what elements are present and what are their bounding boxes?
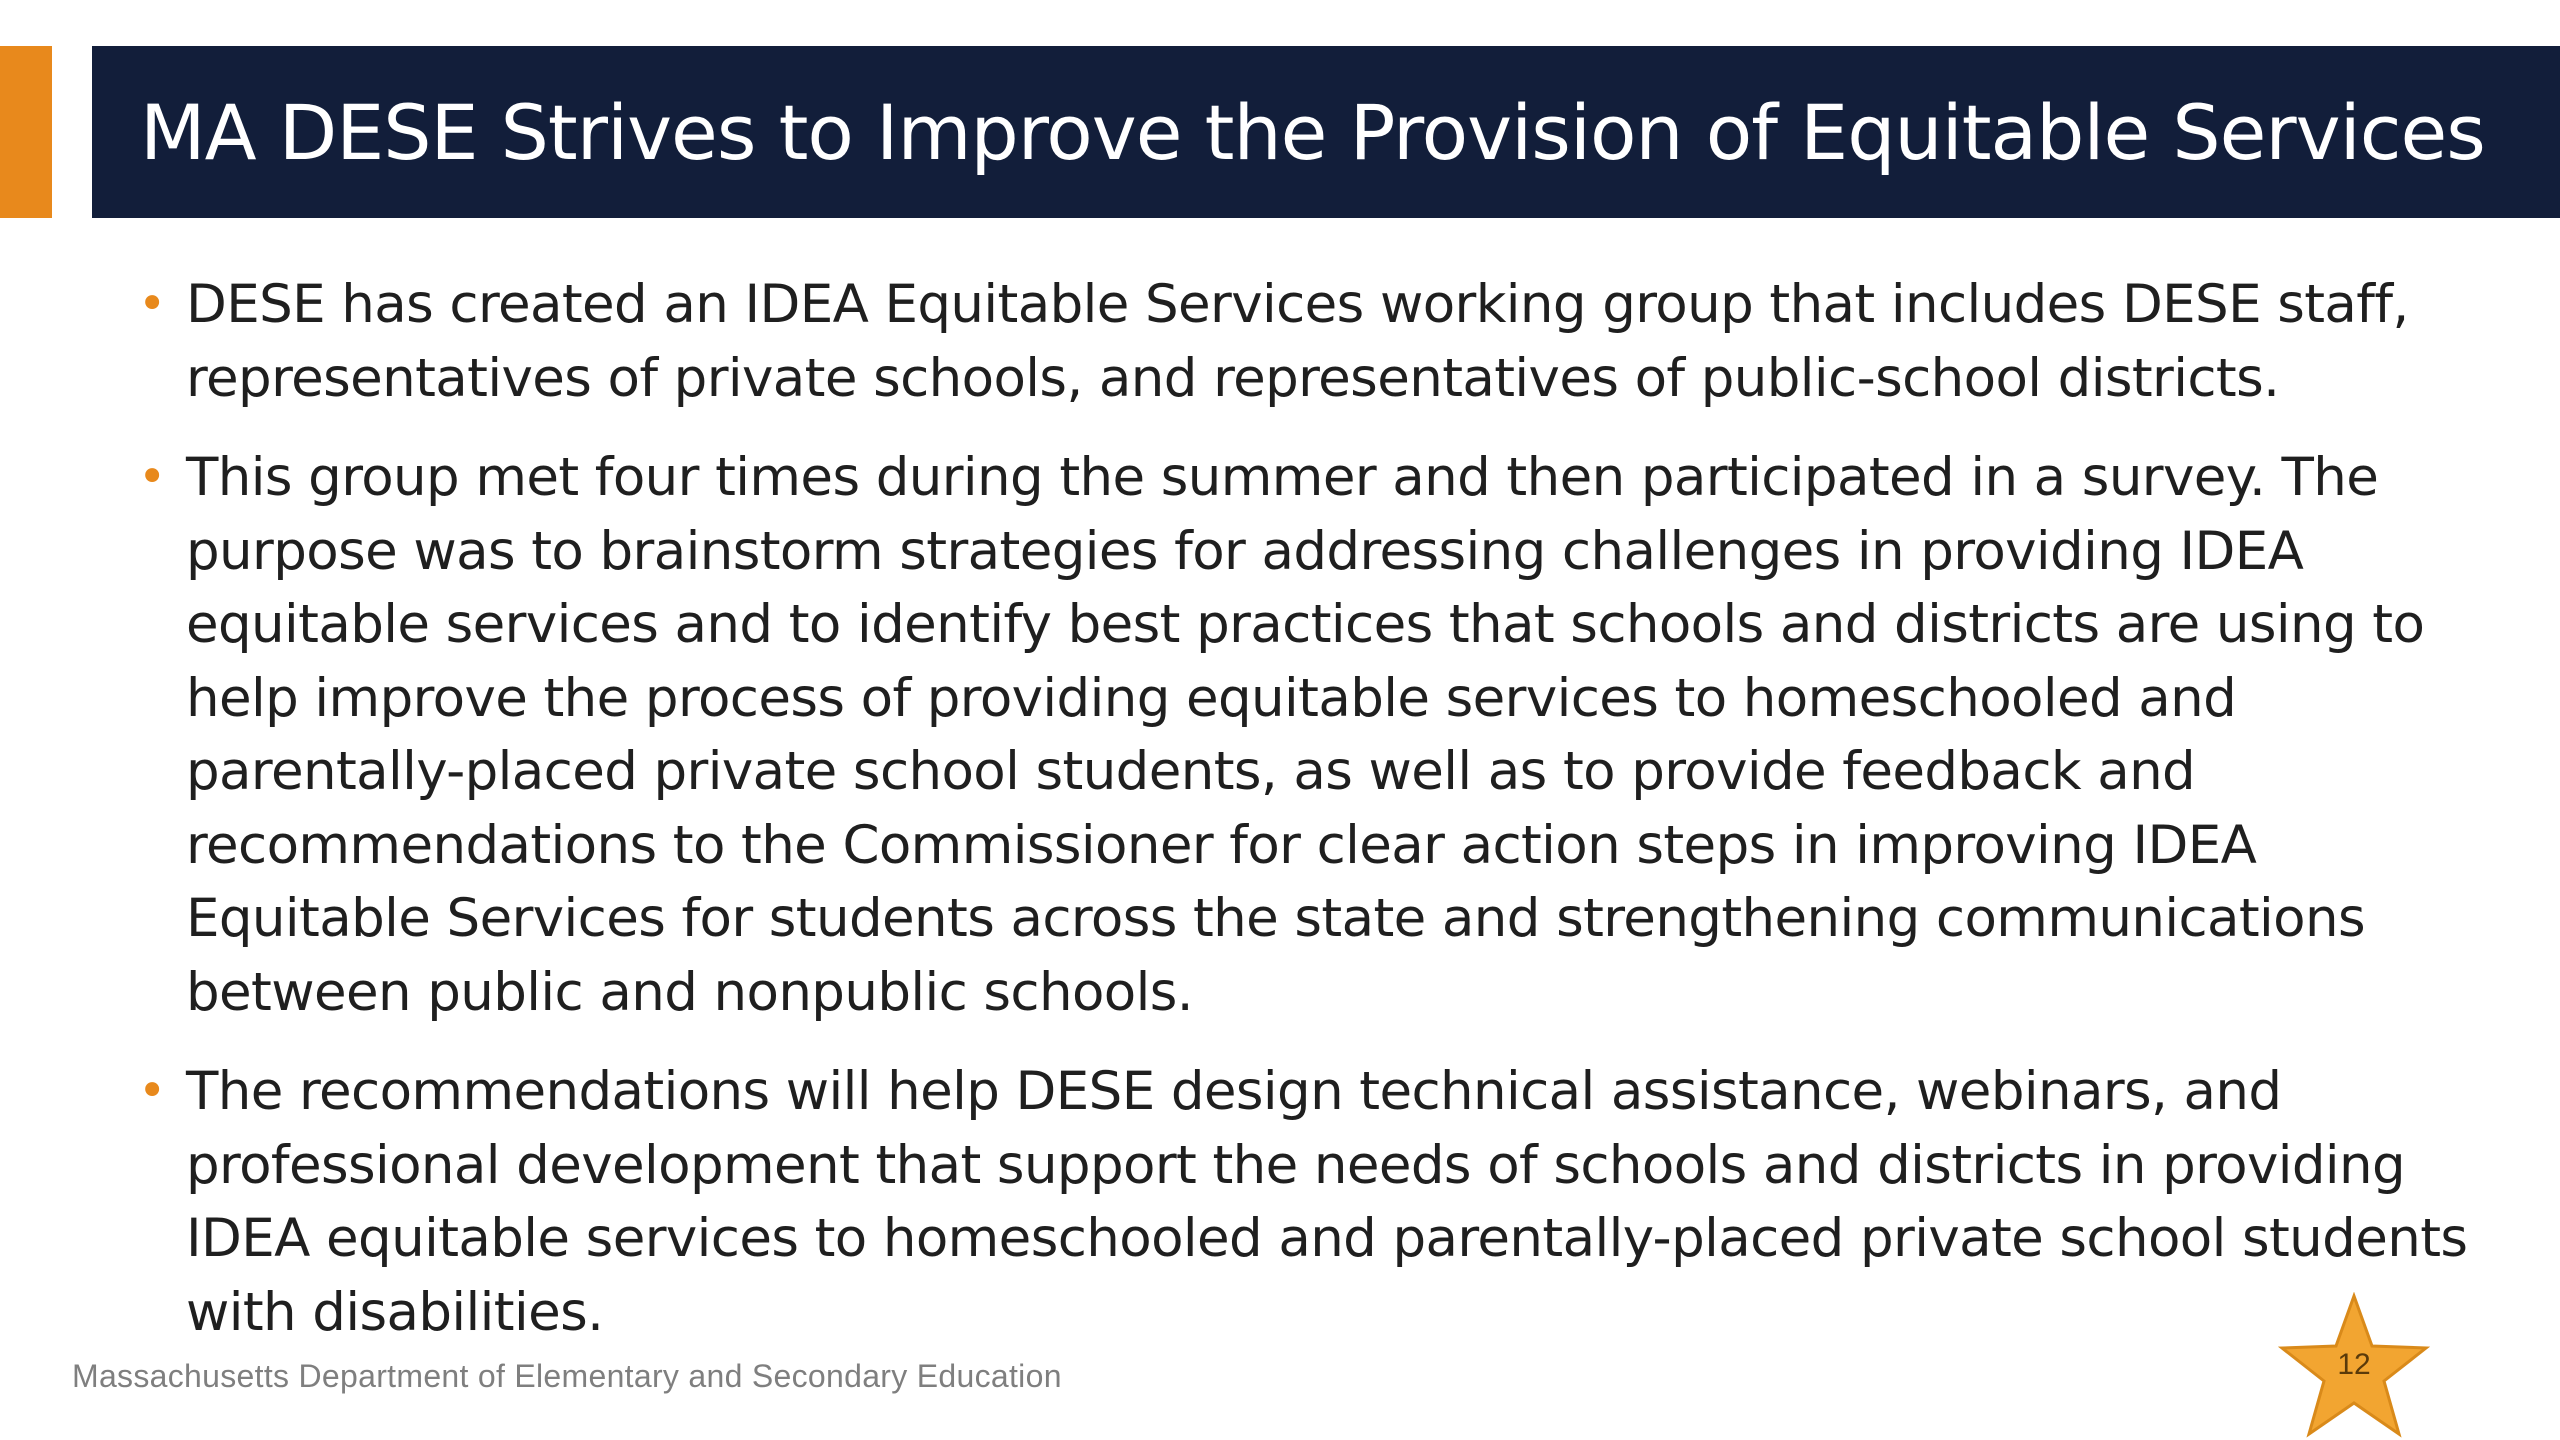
bullet-dot-icon: • <box>138 449 166 505</box>
page-number-badge <box>2276 1292 2432 1440</box>
slide-title: MA DESE Strives to Improve the Provision of Equitable Services <box>140 87 2485 177</box>
bullet-text: The recommendations will help DESE design technical assistance, webinars, and professional development that support the needs of schools and districts in providing IDEA equitable services to homeschooled and parentally-placed private school students with disabilities. <box>186 1061 2468 1343</box>
bullet-text: This group met four times during the summer and then participated in a survey. The purpose was to brainstorm strategies for addressing challenges in providing IDEA equitable services and to identify best practices that schools and districts are using to help improve the process of providing equitable services to homeschooled and parentally-placed private school students, as well as to provide feedback and recommendations to the Commissioner for clear action steps in improving IDEA Equitable Services for students across the state and strengthening communications between public and nonpublic schools. <box>186 447 2425 1023</box>
bullet-list <box>138 268 2478 1375</box>
page-number: 12 <box>2337 1348 2371 1381</box>
footer-organization: Massachusetts Department of Elementary and Secondary Education <box>72 1358 1062 1394</box>
bullet-item <box>138 441 2478 1029</box>
title-bar <box>92 46 2560 218</box>
bullet-dot-icon: • <box>138 1063 166 1119</box>
bullet-dot-icon: • <box>138 276 166 332</box>
bullet-item <box>138 268 2478 415</box>
bullet-text: DESE has created an IDEA Equitable Services working group that includes DESE staff, representatives of private schools, and representatives of public-school districts. <box>186 274 2409 409</box>
bullet-item <box>138 1055 2478 1349</box>
accent-bar <box>0 46 52 218</box>
